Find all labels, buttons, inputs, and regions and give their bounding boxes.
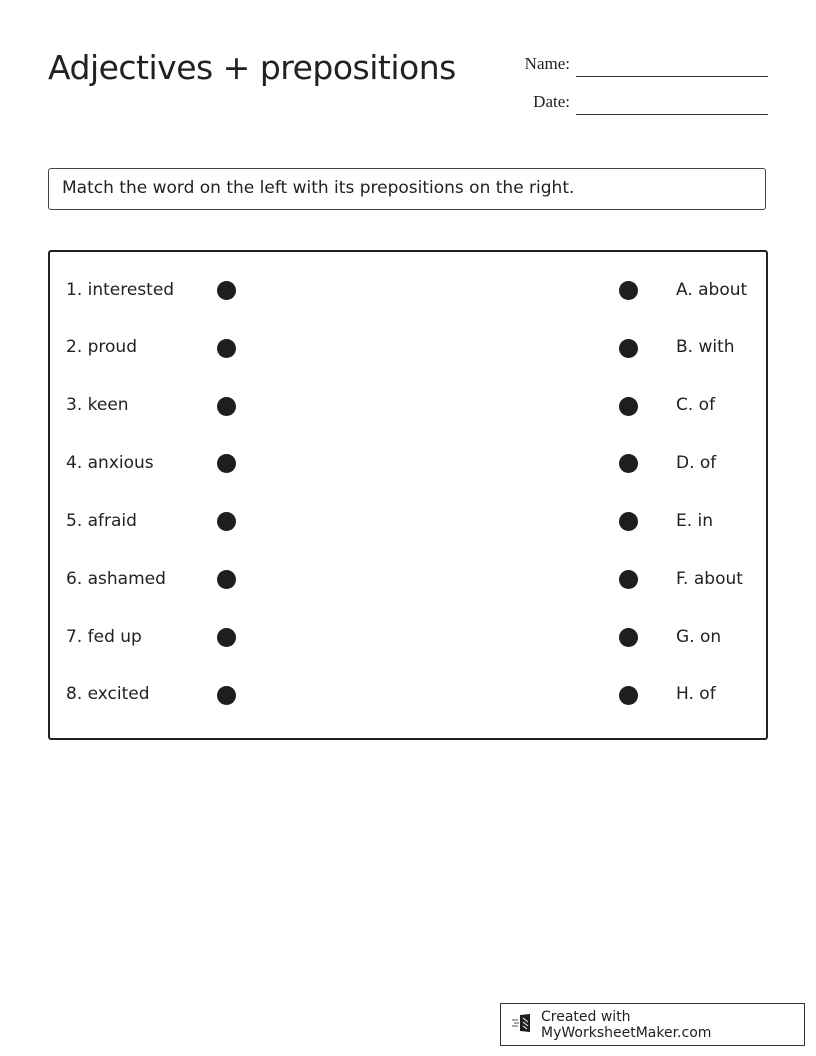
name-field[interactable] (576, 76, 768, 77)
right-dot-a[interactable] (619, 281, 638, 300)
left-item-1: 1. interested (66, 280, 175, 300)
matching-area (48, 250, 768, 740)
right-item-a: A. about (676, 280, 748, 300)
left-item-7: 7. fed up (66, 627, 142, 647)
right-dot-e[interactable] (619, 512, 638, 531)
date-field[interactable] (576, 114, 768, 115)
left-dot-1[interactable] (217, 281, 236, 300)
left-dot-6[interactable] (217, 570, 236, 589)
right-dot-h[interactable] (619, 686, 638, 705)
left-dot-8[interactable] (217, 686, 236, 705)
right-item-b: B. with (676, 337, 735, 357)
name-label-wrap (470, 54, 570, 74)
name-label: Name: (524, 54, 570, 73)
left-item-8: 8. excited (66, 684, 150, 704)
left-dot-7[interactable] (217, 628, 236, 647)
left-item-2: 2. proud (66, 337, 137, 357)
right-item-f: F. about (676, 569, 743, 589)
left-dot-3[interactable] (217, 397, 236, 416)
right-dot-d[interactable] (619, 454, 638, 473)
created-with-badge[interactable] (500, 1003, 805, 1046)
right-dot-b[interactable] (619, 339, 638, 358)
left-item-5: 5. afraid (66, 511, 137, 531)
worksheet-logo-icon (511, 1013, 541, 1037)
left-dot-4[interactable] (217, 454, 236, 473)
left-item-3: 3. keen (66, 395, 129, 415)
page-title: Adjectives + prepositions (48, 48, 456, 87)
right-item-g: G. on (676, 627, 722, 647)
right-item-e: E. in (676, 511, 714, 531)
date-label: Date: (533, 92, 570, 111)
left-item-4: 4. anxious (66, 453, 154, 473)
left-item-6: 6. ashamed (66, 569, 166, 589)
left-dot-2[interactable] (217, 339, 236, 358)
right-dot-c[interactable] (619, 397, 638, 416)
right-item-d: D. of (676, 453, 717, 473)
instructions-box: Match the word on the left with its prepositions on the right. (48, 168, 766, 210)
date-label-wrap (470, 92, 570, 112)
right-item-c: C. of (676, 395, 716, 415)
right-dot-f[interactable] (619, 570, 638, 589)
badge-text: Created with MyWorksheetMaker.com (541, 1008, 712, 1041)
right-item-h: H. of (676, 684, 716, 704)
right-dot-g[interactable] (619, 628, 638, 647)
left-dot-5[interactable] (217, 512, 236, 531)
